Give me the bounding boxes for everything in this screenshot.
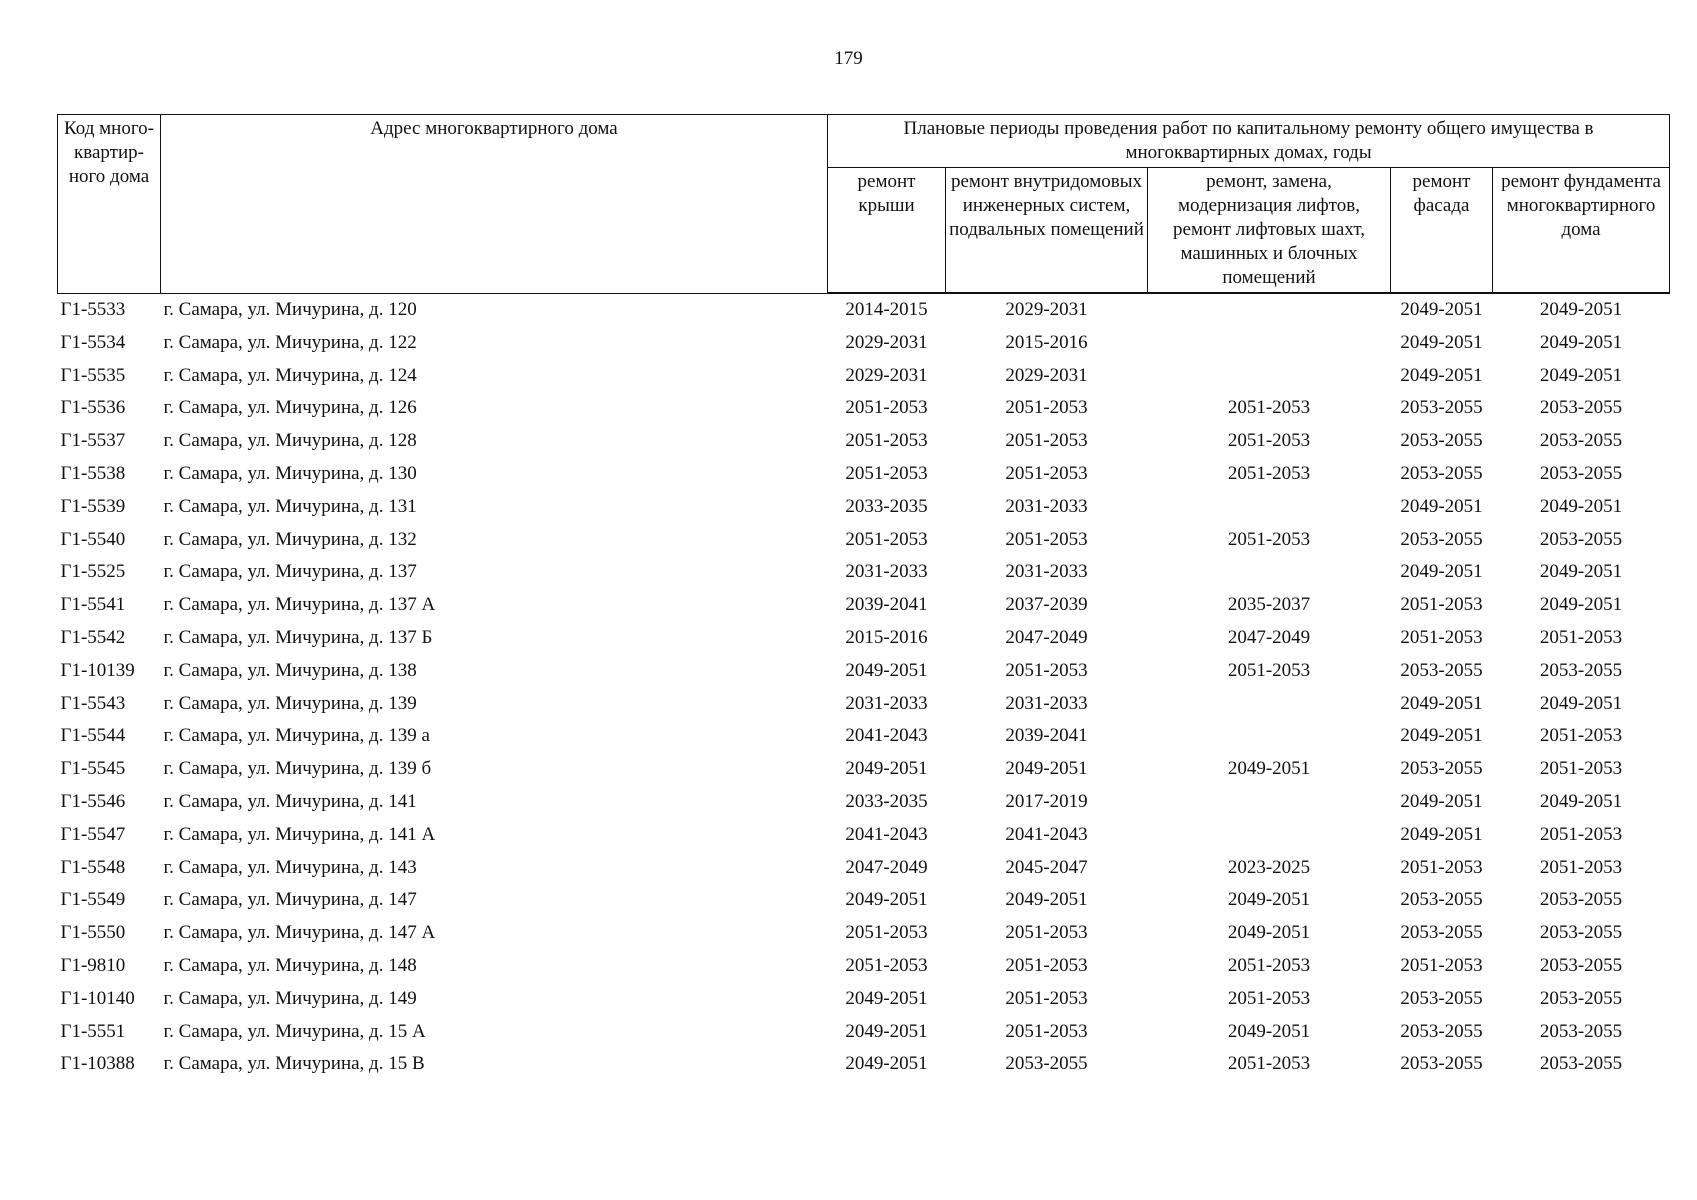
lifts-period-cell [1148, 819, 1391, 852]
table-row [58, 1016, 1670, 1049]
facade-period-cell: 2049-2051 [1400, 299, 1483, 320]
facade-period-cell: 2053-2055 [1400, 1053, 1483, 1075]
roof-period-cell: 2049-2051 [845, 987, 928, 1009]
foundation-period-cell: 2053-2055 [1539, 954, 1623, 976]
house-code-cell: Г1-5536 [60, 397, 126, 419]
facade-period-cell: 2053-2055 [1400, 758, 1483, 780]
house-code-cell: Г1-5533 [60, 298, 126, 320]
systems-period-cell: 2017-2019 [1005, 790, 1088, 812]
systems-period-cell: 2051-2053 [1005, 528, 1088, 550]
table-row [58, 950, 1670, 983]
house-code-cell: Г1-10140 [60, 987, 135, 1009]
roof-period-cell: 2031-2033 [845, 561, 928, 583]
house-code-cell: Г1-5525 [60, 561, 126, 583]
foundation-period-cell: 2049-2051 [1539, 331, 1623, 353]
facade-period-cell: 2049-2051 [1400, 364, 1483, 386]
house-address-cell: г. Самара, ул. Мичурина, д. 139 а [163, 725, 430, 747]
foundation-period-cell: 2053-2055 [1539, 922, 1623, 944]
foundation-period-cell: 2049-2051 [1539, 790, 1623, 812]
foundation-period-cell: 2049-2051 [1539, 299, 1623, 320]
house-address-cell: г. Самара, ул. Мичурина, д. 139 [163, 692, 417, 714]
foundation-period-cell: 2049-2051 [1539, 495, 1623, 517]
house-code-cell: Г1-5539 [60, 495, 126, 517]
table-row [58, 720, 1670, 753]
facade-period-cell: 2049-2051 [1400, 725, 1483, 747]
lifts-period-cell [1148, 293, 1391, 327]
facade-period-cell: 2053-2055 [1400, 462, 1483, 484]
lifts-period-cell: 2051-2053 [1227, 528, 1311, 550]
house-address-cell: г. Самара, ул. Мичурина, д. 15 А [163, 1020, 426, 1042]
facade-period-cell: 2051-2053 [1400, 954, 1483, 976]
foundation-period-cell: 2049-2051 [1539, 561, 1623, 583]
house-code-cell: Г1-10388 [60, 1053, 135, 1075]
systems-period-cell: 2031-2033 [1005, 495, 1088, 517]
foundation-period-cell: 2049-2051 [1539, 594, 1623, 616]
house-code-cell: Г1-5542 [60, 626, 126, 648]
header-facade-repair: ремонт фасада [1391, 168, 1493, 294]
house-address-cell: г. Самара, ул. Мичурина, д. 137 А [163, 594, 436, 616]
table-row [58, 688, 1670, 721]
foundation-period-cell: 2053-2055 [1539, 397, 1623, 419]
lifts-period-cell: 2047-2049 [1227, 626, 1311, 648]
foundation-period-cell: 2053-2055 [1539, 1053, 1623, 1075]
lifts-period-cell [1148, 688, 1391, 721]
table-row [58, 458, 1670, 491]
roof-period-cell: 2051-2053 [845, 397, 928, 419]
lifts-period-cell [1148, 491, 1391, 524]
roof-period-cell: 2049-2051 [845, 889, 928, 911]
table-row [58, 884, 1670, 917]
table-row [58, 753, 1670, 786]
systems-period-cell: 2049-2051 [1005, 758, 1088, 780]
systems-period-cell: 2051-2053 [1005, 1020, 1088, 1042]
facade-period-cell: 2051-2053 [1400, 594, 1483, 616]
table-row [58, 983, 1670, 1016]
house-code-cell: Г1-5545 [60, 758, 126, 780]
facade-period-cell: 2051-2053 [1400, 856, 1483, 878]
house-address-cell: г. Самара, ул. Мичурина, д. 131 [163, 495, 417, 517]
house-code-cell: Г1-5548 [60, 856, 126, 878]
house-address-cell: г. Самара, ул. Мичурина, д. 137 [163, 561, 417, 583]
roof-period-cell: 2031-2033 [845, 692, 928, 714]
foundation-period-cell: 2051-2053 [1539, 856, 1623, 878]
foundation-period-cell: 2051-2053 [1539, 823, 1623, 845]
house-address-cell: г. Самара, ул. Мичурина, д. 130 [163, 462, 417, 484]
house-address-cell: г. Самара, ул. Мичурина, д. 128 [163, 430, 417, 452]
systems-period-cell: 2031-2033 [1005, 561, 1088, 583]
facade-period-cell: 2053-2055 [1400, 1020, 1483, 1042]
house-code-cell: Г1-5535 [60, 364, 126, 386]
table-row [58, 293, 1670, 327]
facade-period-cell: 2053-2055 [1400, 397, 1483, 419]
house-address-cell: г. Самара, ул. Мичурина, д. 120 [163, 298, 417, 320]
house-address-cell: г. Самара, ул. Мичурина, д. 141 А [163, 823, 436, 845]
header-planned-periods: Плановые периоды проведения работ по капитальному ремонту общего имущества в многоквартирных домах, годы [828, 115, 1670, 168]
table-row [58, 786, 1670, 819]
house-address-cell: г. Самара, ул. Мичурина, д. 147 [163, 889, 417, 911]
facade-period-cell: 2049-2051 [1400, 823, 1483, 845]
house-address-cell: г. Самара, ул. Мичурина, д. 141 [163, 790, 417, 812]
facade-period-cell: 2053-2055 [1400, 987, 1483, 1009]
roof-period-cell: 2041-2043 [845, 823, 928, 845]
foundation-period-cell: 2053-2055 [1539, 430, 1623, 452]
table-row [58, 655, 1670, 688]
house-code-cell: Г1-5549 [60, 889, 126, 911]
page-number: 179 [834, 48, 863, 69]
header-lifts-repair: ремонт, замена, модернизация лифтов, ремонт лифтовых шахт, машинных и блочных помещений [1148, 168, 1391, 294]
systems-period-cell: 2051-2053 [1005, 659, 1088, 681]
facade-period-cell: 2049-2051 [1400, 561, 1483, 583]
roof-period-cell: 2041-2043 [845, 725, 928, 747]
house-address-cell: г. Самара, ул. Мичурина, д. 15 В [163, 1053, 425, 1075]
systems-period-cell: 2047-2049 [1005, 626, 1088, 648]
lifts-period-cell: 2023-2025 [1227, 856, 1311, 878]
lifts-period-cell: 2051-2053 [1227, 462, 1311, 484]
table-row [58, 852, 1670, 885]
systems-period-cell: 2049-2051 [1005, 889, 1088, 911]
foundation-period-cell: 2051-2053 [1539, 758, 1623, 780]
facade-period-cell: 2053-2055 [1400, 889, 1483, 911]
foundation-period-cell: 2053-2055 [1539, 462, 1623, 484]
lifts-period-cell: 2051-2053 [1227, 397, 1311, 419]
table-header [58, 115, 1670, 294]
lifts-period-cell [1148, 327, 1391, 360]
table-row [58, 524, 1670, 557]
house-code-cell: Г1-10139 [60, 659, 135, 681]
lifts-period-cell [1148, 786, 1391, 819]
systems-period-cell: 2051-2053 [1005, 397, 1088, 419]
systems-period-cell: 2039-2041 [1005, 725, 1088, 747]
facade-period-cell: 2049-2051 [1400, 331, 1483, 353]
lifts-period-cell: 2051-2053 [1227, 954, 1311, 976]
lifts-period-cell: 2051-2053 [1227, 659, 1311, 681]
systems-period-cell: 2051-2053 [1005, 430, 1088, 452]
table-row [58, 589, 1670, 622]
facade-period-cell: 2053-2055 [1400, 659, 1483, 681]
roof-period-cell: 2033-2035 [845, 790, 928, 812]
header-foundation-repair: ремонт фундамента многоквартирного дома [1493, 168, 1670, 294]
systems-period-cell: 2053-2055 [1005, 1053, 1088, 1075]
facade-period-cell: 2049-2051 [1400, 495, 1483, 517]
house-address-cell: г. Самара, ул. Мичурина, д. 138 [163, 659, 417, 681]
systems-period-cell: 2051-2053 [1005, 987, 1088, 1009]
house-code-cell: Г1-5534 [60, 331, 126, 353]
table-body [58, 293, 1670, 1081]
lifts-period-cell: 2049-2051 [1227, 889, 1311, 911]
roof-period-cell: 2033-2035 [845, 495, 928, 517]
roof-period-cell: 2049-2051 [845, 1020, 928, 1042]
house-address-cell: г. Самара, ул. Мичурина, д. 137 Б [163, 626, 433, 648]
facade-period-cell: 2053-2055 [1400, 430, 1483, 452]
table-row [58, 327, 1670, 360]
systems-period-cell: 2051-2053 [1005, 922, 1088, 944]
facade-period-cell: 2053-2055 [1400, 922, 1483, 944]
facade-period-cell: 2049-2051 [1400, 692, 1483, 714]
systems-period-cell: 2015-2016 [1005, 331, 1088, 353]
roof-period-cell: 2049-2051 [845, 1053, 928, 1075]
roof-period-cell: 2051-2053 [845, 528, 928, 550]
foundation-period-cell: 2053-2055 [1539, 987, 1623, 1009]
house-address-cell: г. Самара, ул. Мичурина, д. 124 [163, 364, 417, 386]
lifts-period-cell: 2035-2037 [1227, 594, 1311, 616]
roof-period-cell: 2014-2015 [845, 299, 928, 320]
lifts-period-cell: 2049-2051 [1227, 1020, 1311, 1042]
facade-period-cell: 2051-2053 [1400, 626, 1483, 648]
roof-period-cell: 2051-2053 [845, 922, 928, 944]
lifts-period-cell: 2049-2051 [1227, 758, 1311, 780]
foundation-period-cell: 2053-2055 [1539, 659, 1623, 681]
header-roof-repair: ремонт крыши [828, 168, 946, 294]
house-code-cell: Г1-5550 [60, 922, 126, 944]
house-address-cell: г. Самара, ул. Мичурина, д. 126 [163, 397, 417, 419]
lifts-period-cell: 2051-2053 [1227, 987, 1311, 1009]
house-code-cell: Г1-5547 [60, 823, 126, 845]
facade-period-cell: 2049-2051 [1400, 790, 1483, 812]
house-address-cell: г. Самара, ул. Мичурина, д. 148 [163, 954, 417, 976]
house-code-cell: Г1-5541 [60, 594, 126, 616]
foundation-period-cell: 2053-2055 [1539, 889, 1623, 911]
table-row [58, 425, 1670, 458]
lifts-period-cell [1148, 360, 1391, 393]
table-row [58, 360, 1670, 393]
lifts-period-cell: 2049-2051 [1227, 922, 1311, 944]
roof-period-cell: 2051-2053 [845, 430, 928, 452]
roof-period-cell: 2047-2049 [845, 856, 928, 878]
table-row [58, 491, 1670, 524]
systems-period-cell: 2029-2031 [1005, 364, 1088, 386]
lifts-period-cell [1148, 556, 1391, 589]
systems-period-cell: 2051-2053 [1005, 954, 1088, 976]
roof-period-cell: 2029-2031 [845, 331, 928, 353]
house-code-cell: Г1-5537 [60, 430, 126, 452]
header-systems-repair: ремонт внутридомовых инженерных систем, подвальных помещений [946, 168, 1148, 294]
house-code-cell: Г1-5544 [60, 725, 126, 747]
foundation-period-cell: 2053-2055 [1539, 528, 1623, 550]
systems-period-cell: 2031-2033 [1005, 692, 1088, 714]
systems-period-cell: 2045-2047 [1005, 856, 1088, 878]
roof-period-cell: 2029-2031 [845, 364, 928, 386]
lifts-period-cell: 2051-2053 [1227, 430, 1311, 452]
table-row [58, 917, 1670, 950]
table-row [58, 1048, 1670, 1081]
house-address-cell: г. Самара, ул. Мичурина, д. 122 [163, 331, 417, 353]
header-code: Код много-квартир-ного дома [58, 115, 161, 294]
header-address: Адрес многоквартирного дома [161, 115, 828, 294]
lifts-period-cell: 2051-2053 [1227, 1053, 1311, 1075]
table-row [58, 556, 1670, 589]
roof-period-cell: 2049-2051 [845, 758, 928, 780]
table-row [58, 622, 1670, 655]
capital-repair-table [57, 114, 1670, 1081]
roof-period-cell: 2049-2051 [845, 659, 928, 681]
foundation-period-cell: 2051-2053 [1539, 725, 1623, 747]
house-address-cell: г. Самара, ул. Мичурина, д. 143 [163, 856, 417, 878]
foundation-period-cell: 2049-2051 [1539, 364, 1623, 386]
roof-period-cell: 2015-2016 [845, 626, 928, 648]
foundation-period-cell: 2053-2055 [1539, 1020, 1623, 1042]
roof-period-cell: 2051-2053 [845, 954, 928, 976]
systems-period-cell: 2037-2039 [1005, 594, 1088, 616]
systems-period-cell: 2041-2043 [1005, 823, 1088, 845]
house-address-cell: г. Самара, ул. Мичурина, д. 139 б [163, 758, 432, 780]
house-code-cell: Г1-9810 [60, 954, 126, 976]
house-code-cell: Г1-5540 [60, 528, 126, 550]
systems-period-cell: 2051-2053 [1005, 462, 1088, 484]
table-row [58, 819, 1670, 852]
house-code-cell: Г1-5546 [60, 790, 126, 812]
house-address-cell: г. Самара, ул. Мичурина, д. 147 А [163, 922, 436, 944]
lifts-period-cell [1148, 720, 1391, 753]
foundation-period-cell: 2051-2053 [1539, 626, 1623, 648]
facade-period-cell: 2053-2055 [1400, 528, 1483, 550]
house-code-cell: Г1-5551 [60, 1020, 126, 1042]
table-row [58, 392, 1670, 425]
house-code-cell: Г1-5543 [60, 692, 126, 714]
house-address-cell: г. Самара, ул. Мичурина, д. 132 [163, 528, 417, 550]
roof-period-cell: 2051-2053 [845, 462, 928, 484]
foundation-period-cell: 2049-2051 [1539, 692, 1623, 714]
systems-period-cell: 2029-2031 [1005, 299, 1088, 320]
house-address-cell: г. Самара, ул. Мичурина, д. 149 [163, 987, 417, 1009]
house-code-cell: Г1-5538 [60, 462, 126, 484]
roof-period-cell: 2039-2041 [845, 594, 928, 616]
